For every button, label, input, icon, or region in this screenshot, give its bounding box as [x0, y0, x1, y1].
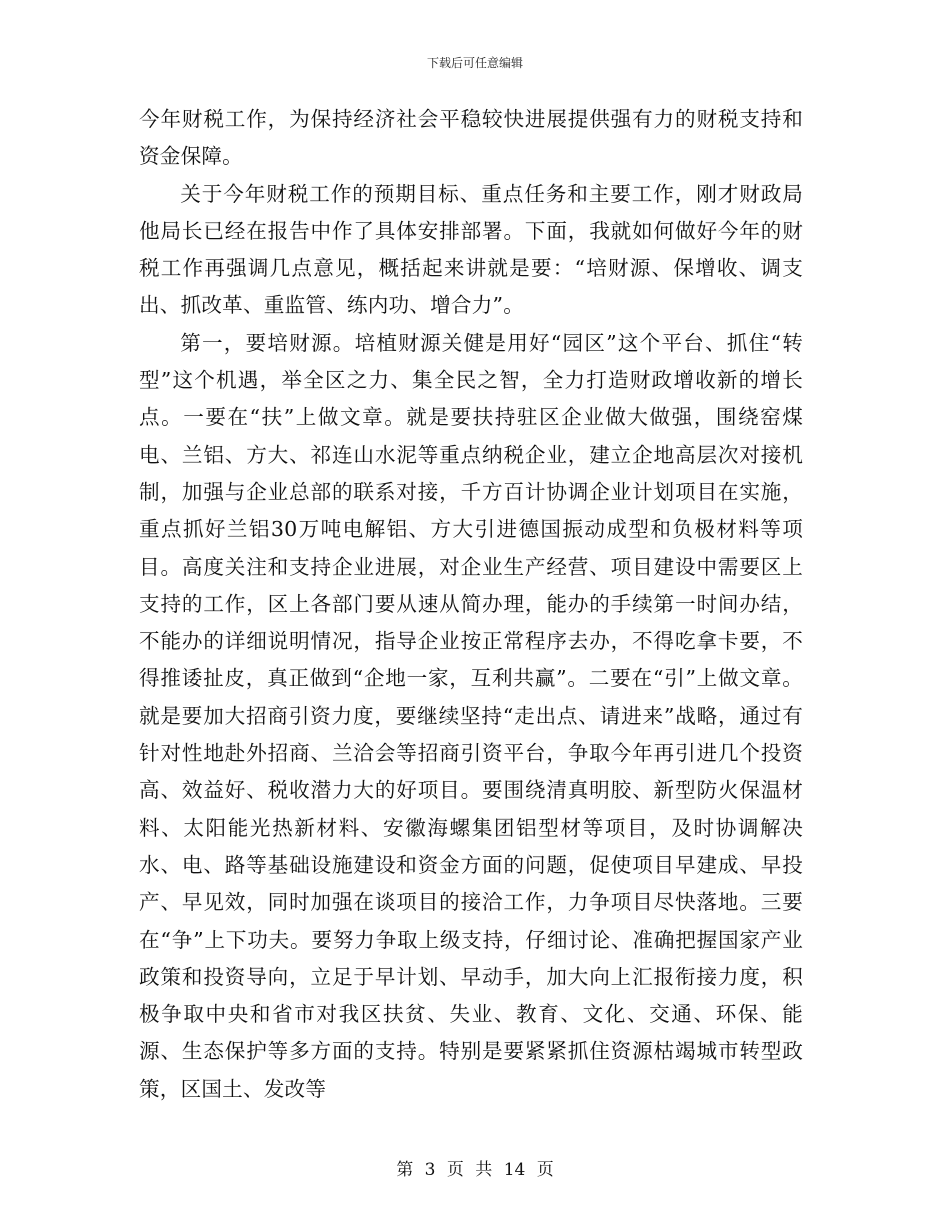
- page-header: [0, 54, 950, 71]
- document-body: [139, 101, 803, 1108]
- header-note: 下载后可任意编辑: [426, 56, 523, 70]
- page-footer: [0, 1155, 950, 1180]
- paragraph-intro: 关于今年财税工作的预期目标、重点任务和主要工作，刚才财政局他局长已经在报告中作了具体安排部署。下面，我就如何做好今年的财税工作再强调几点意见，概括起来讲就是要：“培财源、保增收、调支出、抓改革、重监管、练内功、增合力”。: [139, 181, 803, 318]
- page-number: 第 3 页 共 14 页: [396, 1160, 554, 1180]
- paragraph-first-point: 第一，要培财源。培植财源关健是用好“园区”这个平台、抓住“转型”这个机遇，举全区之力、集全民之智，全力打造财政增收新的增长点。一要在“扶”上做文章。就是要扶持驻区企业做大做强，围绕窑煤电、兰铝、方大、祁连山水泥等重点纳税企业，建立企地高层次对接机制，加强与企业总部的联系对接，千方百计协调企业计划项目在实施，重点抓好兰铝30万吨电解铝、方大引进德国振动成型和负极材料等项目。高度关注和支持企业进展，对企业生产经营、项目建设中需要区上支持的工作，区上各部门要从速从简办理，能办的手续第一时间办结，不能办的详细说明情况，指导企业按正常程序去办，不得吃拿卡要，不得推诿扯皮，真正做到“企地一家，互利共赢”。二要在“引”上做文章。就是要加大招商引资力度，要继续坚持“走出点、请进来”战略，通过有针对性地赴外招商、兰洽会等招商引资平台，争取今年再引进几个投资高、效益好、税收潜力大的好项目。要围绕清真明胶、新型防火保温材料、太阳能光热新材料、安徽海螺集团铝型材等项目，及时协调解决水、电、路等基础设施建设和资金方面的问题，促使项目早建成、早投产、早见效，同时加强在谈项目的接洽工作，力争项目尽快落地。三要在“争”上下功夫。要努力争取上级支持，仔细讨论、准确把握国家产业政策和投资导向，立足于早计划、早动手，加大向上汇报衔接力度，积极争取中央和省市对我区扶贫、失业、教育、文化、交通、环保、能源、生态保护等多方面的支持。特别是要紧紧抓住资源枯竭城市转型政策，区国土、发改等: [139, 330, 803, 1101]
- paragraph-continued: 今年财税工作，为保持经济社会平稳较快进展提供强有力的财税支持和资金保障。: [139, 107, 803, 169]
